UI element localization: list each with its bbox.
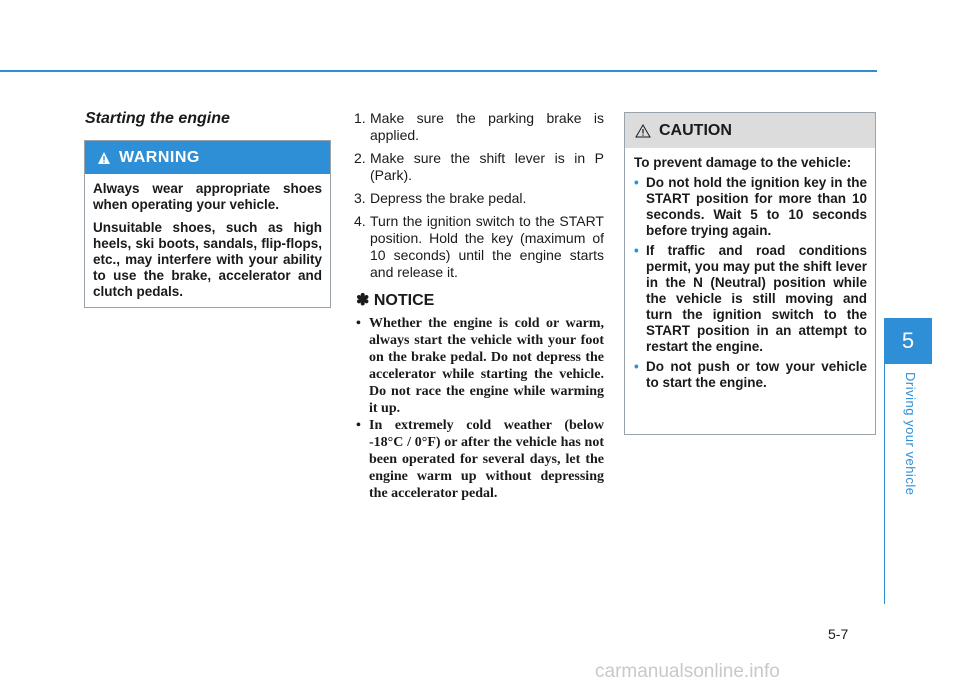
caution-body xyxy=(625,148,875,391)
notice-item xyxy=(356,315,604,417)
chapter-title: Driving your vehicle xyxy=(903,372,918,496)
bullet: • xyxy=(634,359,639,374)
caution-box xyxy=(624,112,876,435)
caution-item xyxy=(634,359,867,391)
caution-header xyxy=(625,113,875,148)
watermark: carmanualsonline.info xyxy=(595,661,780,682)
step-item xyxy=(354,213,604,281)
bullet: • xyxy=(634,243,639,258)
caution-intro: To prevent damage to the vehicle: xyxy=(634,155,852,170)
step-text: Turn the ignition switch to the START position. Hold the key (maximum of 10 seconds) until the engine starts and release it. xyxy=(370,213,604,280)
step-number: 3. xyxy=(354,190,366,206)
notice-text: Whether the engine is cold or warm, always start the vehicle with your foot on the brake pedal. Do not depress the accelerator while starting the vehicle. Do not race the engine while warming it up. xyxy=(369,316,604,416)
caution-title: CAUTION xyxy=(659,121,732,139)
section-heading: Starting the engine xyxy=(85,110,230,127)
step-number: 2. xyxy=(354,150,366,166)
step-text: Make sure the parking brake is applied. xyxy=(370,110,604,143)
top-rule xyxy=(0,70,877,72)
notice-item xyxy=(356,417,604,502)
bullet: • xyxy=(356,418,361,433)
step-text: Depress the brake pedal. xyxy=(370,190,527,206)
caution-item xyxy=(634,243,867,355)
warning-icon xyxy=(97,151,111,165)
warning-box xyxy=(84,140,331,308)
step-item xyxy=(354,190,604,207)
caution-text: If traffic and road conditions permit, you may put the shift lever in the N (Neutral) position while the vehicle is still moving and turn the ignition switch to the START position in an attempt to restart the engine. xyxy=(646,243,867,354)
caution-text: Do not hold the ignition key in the START position for more than 10 seconds. Wait 5 to 10 seconds before trying again. xyxy=(646,175,867,238)
caution-item xyxy=(634,175,867,239)
notice-title: ✽ NOTICE xyxy=(356,292,435,309)
caution-text: Do not push or tow your vehicle to start the engine. xyxy=(646,359,867,390)
warning-paragraph: Always wear appropriate shoes when operating your vehicle. xyxy=(93,181,322,212)
warning-title: WARNING xyxy=(119,148,200,166)
bullet: • xyxy=(634,175,639,190)
chapter-tab: 5 xyxy=(884,318,932,364)
warning-header xyxy=(85,141,330,174)
step-item xyxy=(354,150,604,184)
caution-icon xyxy=(635,124,651,138)
chapter-line xyxy=(884,364,885,604)
warning-paragraph: Unsuitable shoes, such as high heels, ski boots, sandals, flip-flops, etc., may interfere with your ability to use the brake, accelerator and clutch pedals. xyxy=(93,220,322,299)
notice-text: In extremely cold weather (below -18°C / 0°F) or after the vehicle has not been operated for several days, let the engine warm up without depressing the accelerator pedal. xyxy=(369,418,604,501)
step-text: Make sure the shift lever is in P (Park). xyxy=(370,150,604,183)
step-number: 4. xyxy=(354,213,366,229)
page-number: 5-7 xyxy=(828,626,849,642)
warning-body xyxy=(85,174,330,300)
bullet: • xyxy=(356,316,361,331)
step-number: 1. xyxy=(354,110,366,126)
notice-list xyxy=(356,315,604,502)
step-item xyxy=(354,110,604,144)
steps-list xyxy=(354,110,604,287)
